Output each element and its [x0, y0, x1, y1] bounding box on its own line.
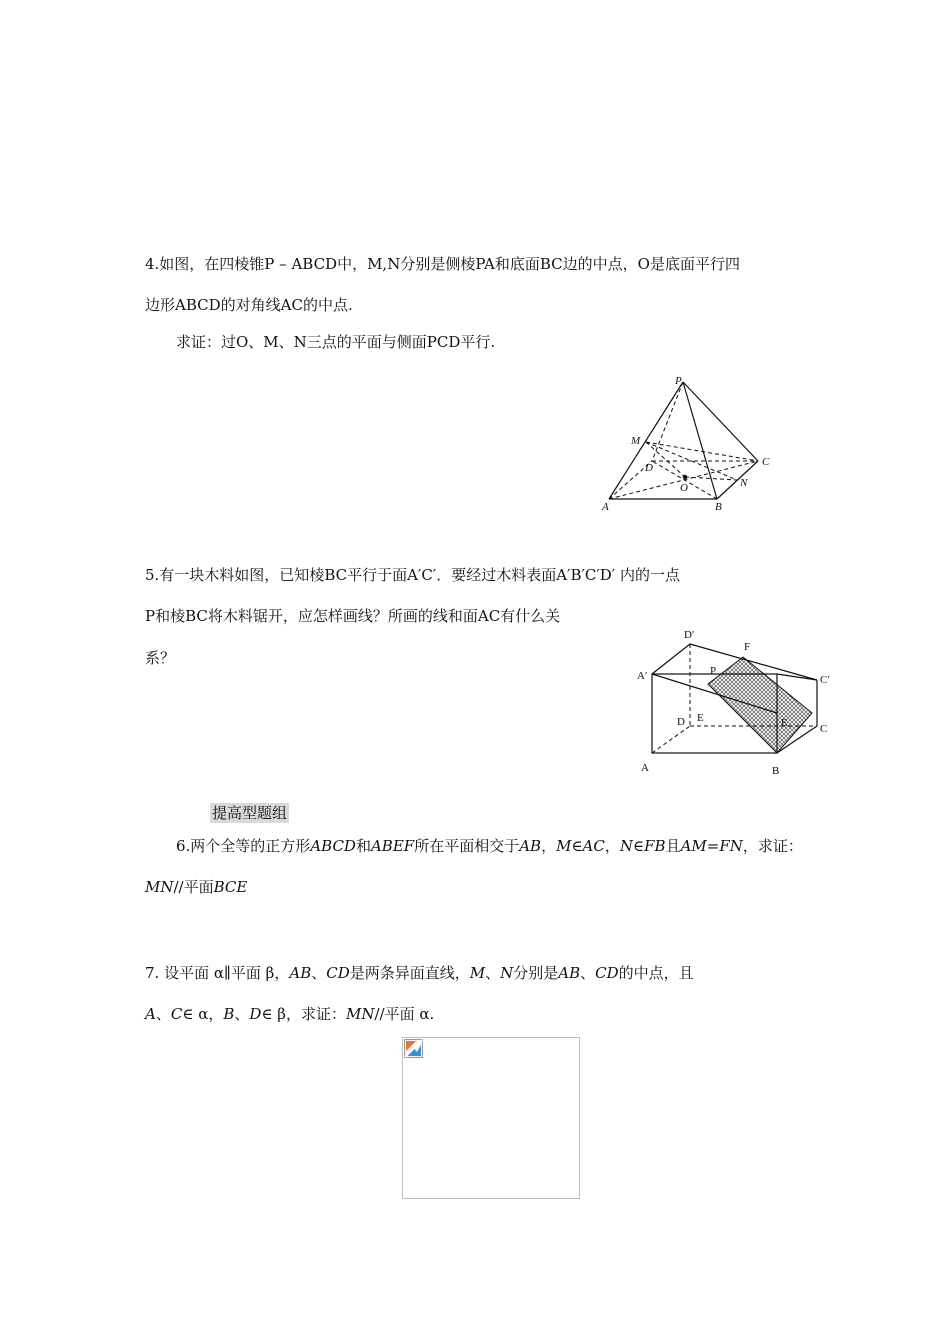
- label-N: N: [740, 477, 748, 489]
- label-M: M: [631, 435, 641, 447]
- q5-text-line1: 5.有一块木料如图，已知棱BC平行于面A′C′．要经过木料表面A′B′C′D′ 内的一点: [145, 566, 680, 584]
- label-F: F: [744, 641, 751, 653]
- q6-text-line2: MN//平面BCE: [145, 878, 248, 896]
- label-P: P: [710, 665, 717, 677]
- label-D: D: [677, 716, 685, 728]
- pyramid-figure: [595, 372, 785, 521]
- broken-image-icon: [404, 1039, 424, 1059]
- q6-text-line1: 6.两个全等的正方形ABCD和ABEF所在平面相交于AB，M∈AC，N∈FB且AM=FN，求证：: [176, 837, 803, 855]
- q4-text-line3: 求证：过O、M、N三点的平面与侧面PCD平行.: [176, 333, 496, 351]
- label-P: P: [675, 375, 682, 387]
- q7-text-line2: A、C∈ α，B、D∈ β，求证：MN//平面 α.: [145, 1005, 435, 1023]
- label-C-prime: C′: [820, 674, 830, 686]
- broken-image-placeholder: [402, 1037, 580, 1199]
- q5-text-line2: P和棱BC将木料锯开，应怎样画线？所画的线和面AC有什么关: [145, 607, 561, 625]
- section-heading: [210, 803, 289, 823]
- q5-text-line3: 系？: [145, 649, 176, 667]
- wood-block-figure: [630, 624, 840, 788]
- q4-text-line1: 4.如图，在四棱锥P – ABCD中，M,N分别是侧棱PA和底面BC边的中点，O是底面平行四: [145, 255, 740, 273]
- label-C: C: [762, 456, 770, 468]
- label-E-right: E: [781, 717, 788, 729]
- label-D: D: [645, 462, 653, 474]
- label-D-prime: D′: [684, 629, 695, 641]
- label-O: O: [680, 482, 688, 494]
- section-title: 提高型题组: [212, 804, 288, 822]
- label-A: A: [641, 762, 649, 774]
- label-B: B: [715, 501, 722, 513]
- label-E: E: [697, 712, 704, 724]
- label-A-prime: A′: [637, 670, 648, 682]
- q4-text-line2: 边形ABCD的对角线AC的中点.: [145, 296, 353, 314]
- q7-text-line1: 7. 设平面 α∥平面 β，AB、CD是两条异面直线，M、N分别是AB、CD的中点，且: [145, 964, 694, 982]
- label-C: C: [820, 723, 828, 735]
- label-A: A: [602, 501, 609, 513]
- label-B: B: [772, 765, 780, 777]
